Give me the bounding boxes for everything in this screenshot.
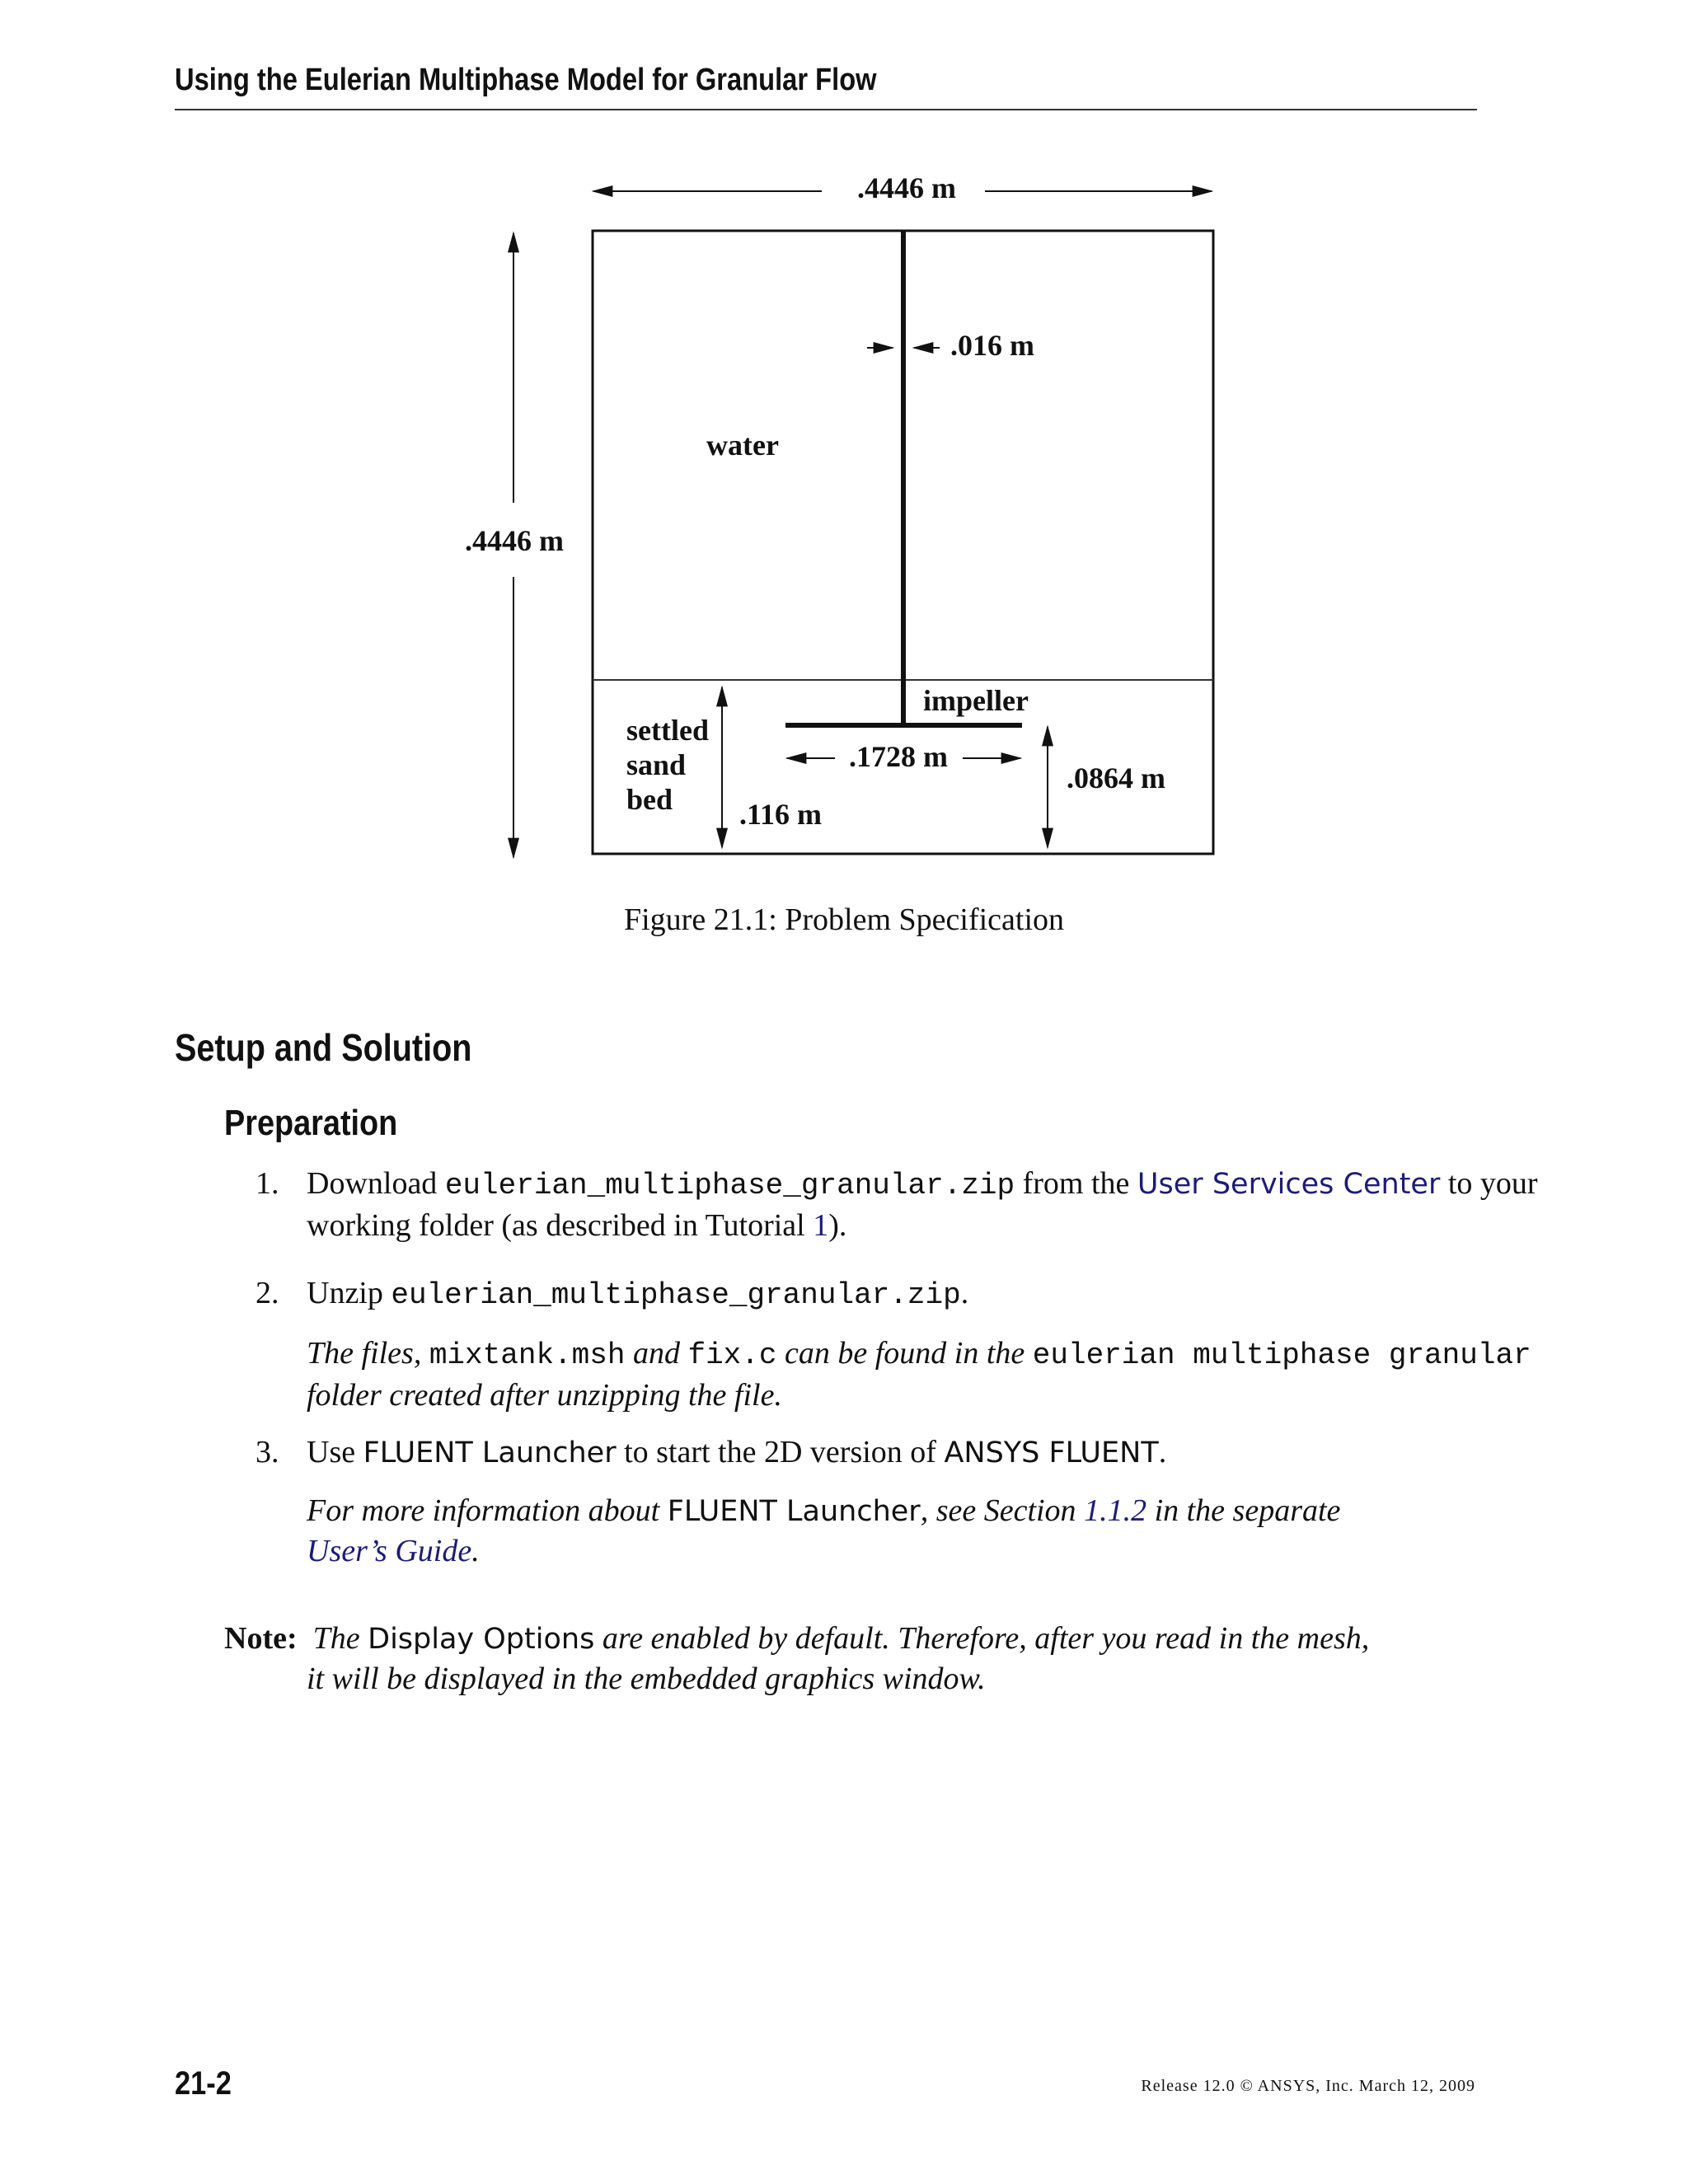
display-options-name: Display Options — [368, 1623, 595, 1656]
step-1 — [256, 1164, 1550, 1245]
problem-specification-figure — [0, 0, 1688, 890]
step-text: to your working folder (as described in Tutorial — [307, 1166, 1538, 1243]
page-number: 21-2 — [175, 2065, 232, 2102]
section-link[interactable]: 1.1.2 — [1084, 1493, 1147, 1528]
step-body — [307, 1432, 1550, 1473]
figure-caption: Figure 21.1: Problem Specification — [623, 902, 1065, 937]
impeller-height-label: .0864 m — [1067, 762, 1165, 794]
step-text: Use — [307, 1435, 363, 1469]
step-note — [307, 1333, 1550, 1415]
step-2 — [256, 1273, 1550, 1415]
step-number: 1. — [256, 1166, 279, 1201]
width-label: .4446 m — [857, 171, 956, 204]
step-text: For more information about — [307, 1493, 668, 1528]
app-name: FLUENT Launcher — [667, 1495, 921, 1528]
subsection-title: Preparation — [224, 1103, 398, 1143]
user-services-center-link[interactable]: User Services Center — [1137, 1168, 1441, 1201]
step-text: . — [1158, 1435, 1167, 1469]
shaft-label: .016 m — [950, 329, 1034, 362]
folder-name: eulerian multiphase granular — [1032, 1338, 1531, 1372]
note-block — [224, 1619, 1477, 1699]
step-number: 3. — [256, 1435, 279, 1469]
step-text: . — [960, 1276, 969, 1310]
step-3 — [256, 1432, 1550, 1571]
section-title: Setup and Solution — [175, 1026, 472, 1069]
height-label: .4446 m — [465, 524, 564, 557]
step-text: , see Section — [920, 1493, 1085, 1528]
step-text: and — [625, 1336, 688, 1371]
note-text: are enabled by default. Therefore, after you read in the mesh, — [594, 1621, 1370, 1656]
step-note — [307, 1491, 1550, 1571]
mesh-filename: mixtank.msh — [429, 1338, 626, 1372]
bed-height-label: .116 m — [739, 798, 823, 831]
step-text: folder created after unzipping the file. — [307, 1378, 782, 1413]
note-text: The — [312, 1621, 368, 1656]
udf-filename: fix.c — [687, 1338, 777, 1372]
step-text: can be found in the — [776, 1336, 1033, 1371]
step-number: 2. — [256, 1276, 279, 1310]
header-title: Using the Eulerian Multiphase Model for Granular Flow — [175, 63, 877, 97]
product-name: ANSYS FLUENT — [944, 1436, 1159, 1469]
note-label: Note: — [224, 1621, 298, 1656]
release-info: Release 12.0 © ANSYS, Inc. March 12, 2009 — [1141, 2077, 1475, 2095]
sand-label-line3: bed — [626, 783, 673, 816]
step-text: Download — [307, 1166, 445, 1201]
step-text: in the separate — [1146, 1493, 1341, 1528]
tutorial-link[interactable]: 1 — [813, 1208, 829, 1243]
zip-filename: eulerian_multiphase_granular.zip — [444, 1169, 1015, 1202]
impeller-label: impeller — [923, 684, 1029, 717]
impeller-width-label: .1728 m — [849, 740, 948, 773]
step-text: The files, — [307, 1336, 429, 1371]
step-text: Unzip — [307, 1276, 392, 1310]
water-label: water — [706, 429, 779, 462]
sand-label-line1: settled — [626, 714, 709, 747]
step-text: to start the 2D version of — [616, 1435, 945, 1469]
step-body — [307, 1164, 1550, 1245]
note-text: it will be displayed in the embedded graphics window. — [307, 1661, 986, 1696]
sand-label-line2: sand — [626, 748, 687, 781]
zip-filename: eulerian_multiphase_granular.zip — [391, 1278, 961, 1312]
users-guide-link[interactable]: User’s Guide — [307, 1534, 472, 1568]
step-text: . — [471, 1534, 480, 1568]
app-name: FLUENT Launcher — [363, 1436, 617, 1469]
step-text: from the — [1015, 1166, 1137, 1201]
step-text: ). — [828, 1208, 847, 1243]
step-body — [307, 1273, 1550, 1315]
